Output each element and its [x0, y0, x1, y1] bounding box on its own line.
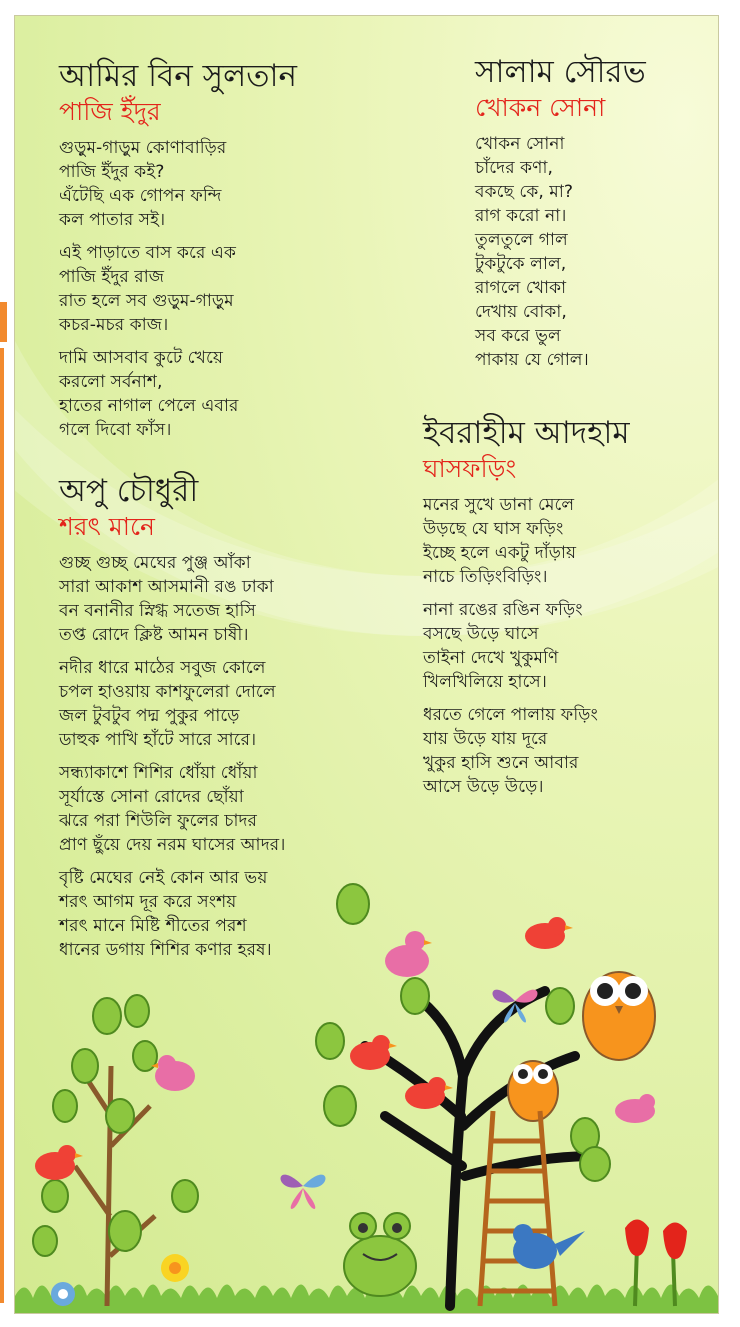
poem-line: উড়ছে যে ঘাস ফড়িং — [423, 519, 564, 539]
poem-line: খুকুর হাসি শুনে আবার — [423, 753, 579, 773]
poem-stanza — [59, 346, 297, 442]
poem-stanza — [59, 551, 285, 647]
poem-line: কল পাতার সই। — [59, 210, 166, 230]
big-tree-leaves — [316, 884, 610, 1181]
grass-strip — [15, 1284, 718, 1313]
pink-bird-left — [151, 1055, 195, 1091]
poem-line: পাজি ইঁদুর কই? — [59, 162, 165, 182]
poem-stanza — [59, 241, 297, 337]
poem-stanza — [59, 761, 285, 857]
red-bird-tree-1 — [350, 1035, 397, 1070]
poem-line: হাতের নাগাল পেলে এবার — [59, 396, 239, 416]
poem-line: মনের সুখে ডানা মেলে — [423, 495, 575, 515]
poem-line: রাগলে খোকা — [475, 278, 567, 298]
poem-stanza — [423, 598, 630, 694]
poem-line: নানা রঙের রঙিন ফড়িং — [423, 600, 583, 620]
poem-line: সূর্যাস্তে সোনা রোদের ছোঁয়া — [59, 787, 244, 807]
poem-line: পাজি ইঁদুর রাজ — [59, 267, 165, 287]
poem-line: টুকটুকে লাল, — [475, 254, 567, 274]
poem-line: বকছে কে, মা? — [475, 182, 573, 202]
poem-line: খিলখিলিয়ে হাসে। — [423, 672, 547, 692]
pink-bird-right — [615, 1094, 655, 1123]
poem-line: খোকন সোনা — [475, 134, 565, 154]
poem-line: গুড়ুম-গাড়ুম কোণাবাড়ির — [59, 138, 227, 158]
owl-small — [508, 1061, 558, 1121]
poem-title: খোকন সোনা — [475, 93, 606, 122]
owl-large — [583, 972, 655, 1060]
butterfly-middle — [281, 1175, 326, 1209]
poem-line: সব করে ভুল — [475, 326, 561, 346]
poem-line: তাইনা দেখে খুকুমণি — [423, 648, 559, 668]
poem-stanza — [475, 132, 646, 372]
poem-line: বন বনানীর স্নিগ্ধ সতেজ হাসি — [59, 601, 256, 621]
poem-line: শরৎ মানে মিষ্টি শীতের পরশ — [59, 916, 247, 936]
poem-line: বসছে উড়ে ঘাসে — [423, 624, 539, 644]
ladder — [480, 1111, 555, 1306]
poem-line: পাকায় যে গোল। — [475, 350, 589, 370]
poem-title: পাজি ইঁদুর — [59, 97, 161, 126]
left-tree-leaves — [33, 995, 198, 1256]
poem-khokon-sona — [475, 52, 646, 381]
poem-line: আসে উড়ে উড়ে। — [423, 777, 544, 797]
poem-line: তুলতুলে গাল — [475, 230, 568, 250]
poem-line: দেখায় বোকা, — [475, 302, 567, 322]
page-edge-tab — [0, 302, 7, 342]
butterfly-tree — [493, 990, 538, 1023]
poem-line: জল টুবটুব পদ্ম পুকুর পাড়ে — [59, 706, 240, 726]
poem-line: ইচ্ছে হলে একটু দাঁড়ায় — [423, 543, 577, 563]
magazine-page — [14, 15, 719, 1314]
poem-author: আমির বিন সুলতান — [59, 58, 297, 94]
red-bird-left — [35, 1145, 83, 1180]
poem-line: করলো সর্বনাশ, — [59, 372, 163, 392]
flower-left — [161, 1254, 189, 1282]
poem-line: রাত হলে সব গুড়ুম-গাড়ুম — [59, 291, 234, 311]
poem-line: ধরতে গেলে পালায় ফড়িং — [423, 705, 598, 725]
poem-title: ঘাসফড়িং — [423, 454, 517, 483]
poem-author: অপু চৌধুরী — [59, 473, 199, 509]
poem-stanza — [59, 656, 285, 752]
poem-author: সালাম সৌরভ — [475, 54, 646, 90]
poem-line: বৃষ্টি মেঘের নেই কোন আর ভয় — [59, 868, 268, 888]
poem-line: সন্ধ্যাকাশে শিশির ধোঁয়া ধোঁয়া — [59, 763, 258, 783]
poem-ghasforing — [423, 413, 630, 808]
poem-stanza — [423, 703, 630, 799]
poem-line: তপ্ত রোদে ক্লিষ্ট আমন চাষী। — [59, 625, 249, 645]
poem-sharat-mane — [59, 471, 285, 971]
flower-left-blue — [51, 1282, 75, 1306]
poem-line: কচর-মচর কাজ। — [59, 315, 169, 335]
poem-line: যায় উড়ে যায় দূরে — [423, 729, 548, 749]
page-edge-line — [0, 348, 4, 1303]
poem-stanza — [59, 866, 285, 962]
poem-author: ইবরাহীম আদহাম — [423, 415, 630, 451]
poem-title: শরৎ মানে — [59, 512, 155, 541]
left-tree-trunk — [75, 1066, 155, 1306]
poem-line: এই পাড়াতে বাস করে এক — [59, 243, 236, 263]
poem-line: গুচ্ছ গুচ্ছ মেঘের পুঞ্জ আঁকা — [59, 553, 251, 573]
big-tree-trunk — [365, 991, 595, 1306]
poem-line: সারা আকাশ আসমানী রঙ ঢাকা — [59, 577, 274, 597]
poem-line: ঝরে পরা শিউলি ফুলের চাদর — [59, 811, 257, 831]
tulips — [625, 1220, 687, 1307]
blue-bird — [513, 1224, 585, 1269]
poem-line: প্রাণ ছুঁয়ে দেয় নরম ঘাসের আদর। — [59, 835, 286, 855]
poem-line: চাঁদের কণা, — [475, 158, 553, 178]
poem-line: শরৎ আগম দূর করে সংশয় — [59, 892, 237, 912]
poem-line: গলে দিবো ফাঁস। — [59, 420, 172, 440]
poem-line: চপল হাওয়ায় কাশফুলেরা দোলে — [59, 682, 276, 702]
poem-line: রাগ করো না। — [475, 206, 567, 226]
poem-line: নাচে তিড়িংবিড়িং। — [423, 567, 548, 587]
poem-stanza — [59, 136, 297, 232]
poem-line: নদীর ধারে মাঠের সবুজ কোলে — [59, 658, 266, 678]
poem-line: এঁটেছি এক গোপন ফন্দি — [59, 186, 222, 206]
poem-line: ধানের ডগায় শিশির কণার হরষ। — [59, 940, 272, 960]
poem-line: ডাহুক পাখি হাঁটে সারে সারে। — [59, 730, 257, 750]
frog — [344, 1213, 416, 1296]
red-bird-tree-2 — [405, 1077, 453, 1109]
pink-bird-tree — [385, 931, 432, 977]
poem-line: দামি আসবাব কুটে খেয়ে — [59, 348, 223, 368]
poem-pajee-indur — [59, 56, 297, 451]
red-bird-top-right — [525, 917, 573, 949]
poem-stanza — [423, 493, 630, 589]
